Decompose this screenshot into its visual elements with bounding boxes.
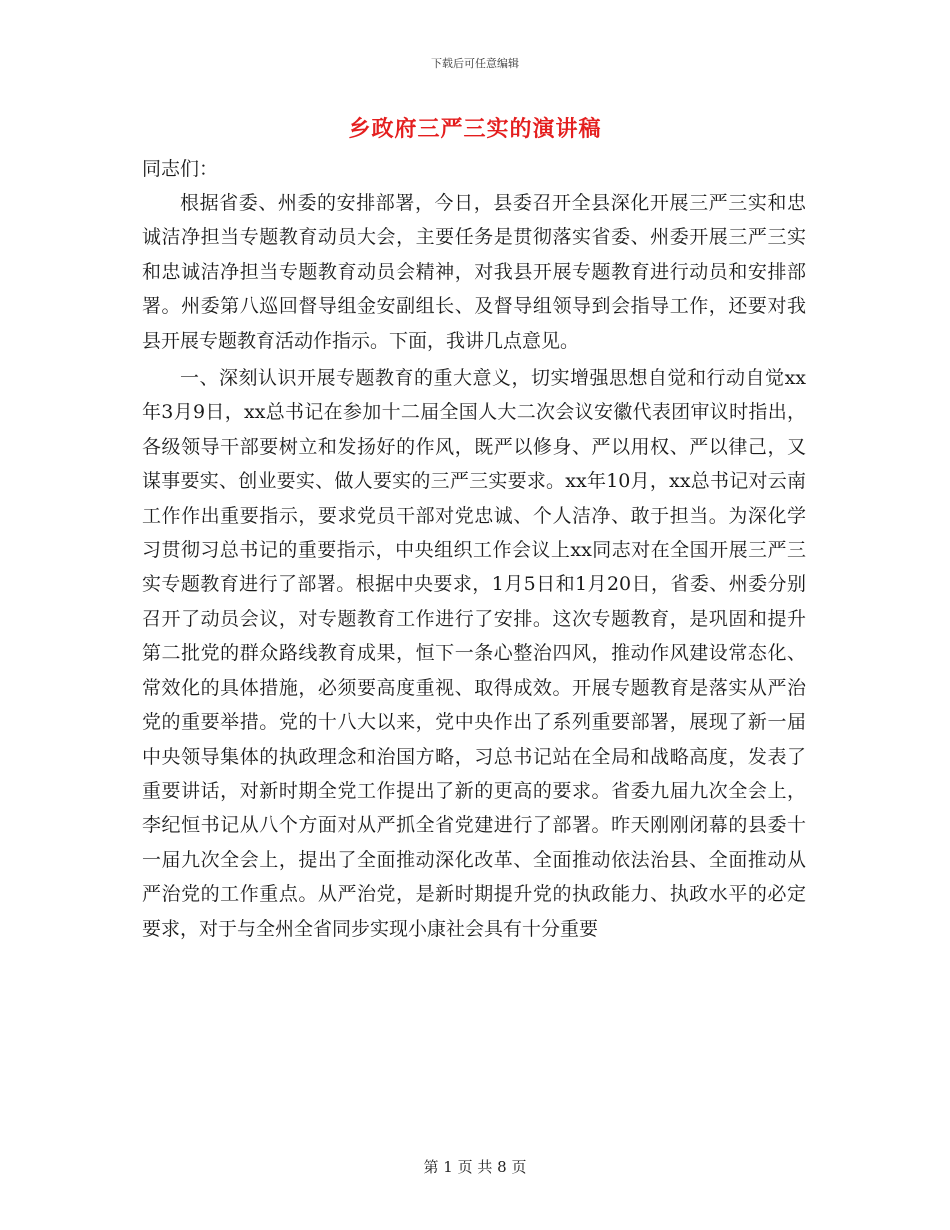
header-note: 下载后可任意编辑 — [431, 57, 519, 70]
paragraph: 根据省委、州委的安排部署，今日，县委召开全县深化开展三严三实和忠诚洁净担当专题教育动员大会，主要任务是贯彻落实省委、州委开展三严三实和忠诚洁净担当专题教育动员会精神，对我县开展专题教育进行动员和安排部署。州委第八巡回督导组金安副组长、及督导组领导到会指导工作，还要对我县开展专题教育活动作指示。下面，我讲几点意见。 — [142, 192, 806, 352]
document-title: 乡政府三严三实的演讲稿 — [348, 116, 602, 142]
document-body — [142, 186, 806, 946]
page-number: 第 1 页 共 8 页 — [423, 1158, 527, 1176]
salutation: 同志们： — [142, 158, 219, 180]
paragraph: 一、深刻认识开展专题教育的重大意义，切实增强思想自觉和行动自觉xx年3月9日，xx总书记在参加十二届全国人大二次会议安徽代表团审议时指出，各级领导干部要树立和发扬好的作风，既严以修身、严以用权、严以律己，又谋事要实、创业要实、做人要实的三严三实要求。xx年10月，xx总书记对云南工作作出重要指示，要求党员干部对党忠诚、个人洁净、敢于担当。为深化学习贯彻习总书记的重要指示，中央组织工作会议上xx同志对在全国开展三严三实专题教育进行了部署。根据中央要求，1月5日和1月20日，省委、州委分别召开了动员会议，对专题教育工作进行了安排。这次专题教育，是巩固和提升第二批党的群众路线教育成果，恒下一条心整治四风，推动作风建设常态化、常效化的具体措施，必须要高度重视、取得成效。开展专题教育是落实从严治党的重要举措。党的十八大以来，党中央作出了系列重要部署，展现了新一届中央领导集体的执政理念和治国方略，习总书记站在全局和战略高度，发表了重要讲话，对新时期全党工作提出了新的更高的要求。省委九届九次全会上，李纪恒书记从八个方面对从严抓全省党建进行了部署。昨天刚刚闭幕的县委十一届九次全会上，提出了全面推动深化改革、全面推动依法治县、全面推动从严治党的工作重点。从严治党，是新时期提升党的执政能力、执政水平的必定要求，对于与全州全省同步实现小康社会具有十分重要 — [142, 367, 806, 940]
